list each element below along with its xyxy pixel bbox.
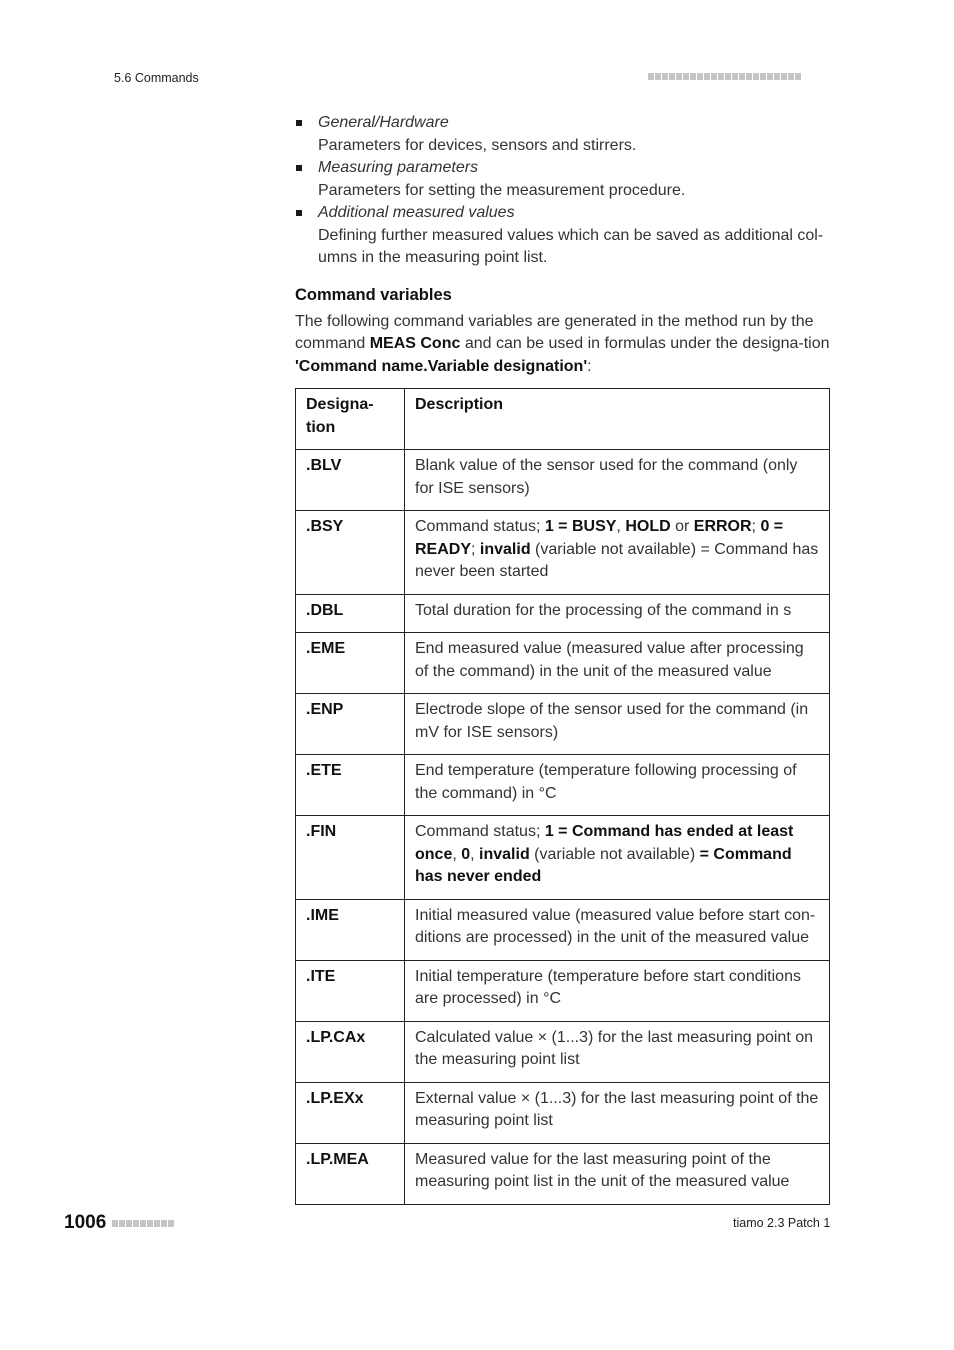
table-row xyxy=(296,1143,830,1204)
variable-description: Initial measured value (measured value before start con-ditions are processed) in the unit of the measured value xyxy=(405,899,830,960)
table-header-row xyxy=(296,389,830,450)
intro-paragraph xyxy=(295,311,830,379)
variable-name: .ETE xyxy=(296,755,405,816)
variable-name: .BLV xyxy=(296,450,405,511)
list-item-description: Parameters for devices, sensors and stirrers. xyxy=(318,136,637,154)
footer-product: tiamo 2.3 Patch 1 xyxy=(733,1216,831,1230)
table-row xyxy=(296,694,830,755)
variable-name: .ITE xyxy=(296,960,405,1021)
variable-name: .FIN xyxy=(296,816,405,900)
main-content xyxy=(295,112,830,1205)
variable-description: Electrode slope of the sensor used for the command (in mV for ISE sensors) xyxy=(405,694,830,755)
square-bullet-icon xyxy=(296,165,302,171)
footer-page xyxy=(64,1212,174,1234)
list-item xyxy=(295,202,830,270)
variable-description: External value × (1...3) for the last measuring point of the measuring point list xyxy=(405,1082,830,1143)
variable-description: End measured value (measured value after processing of the command) in the unit of the measured value xyxy=(405,633,830,694)
table-row xyxy=(296,511,830,595)
square-bullet-icon xyxy=(296,210,302,216)
variable-description: Blank value of the sensor used for the command (only for ISE sensors) xyxy=(405,450,830,511)
parameter-group-list xyxy=(295,112,830,270)
table-row xyxy=(296,633,830,694)
variable-description: Command status; 1 = BUSY, HOLD or ERROR; 0 = READY; invalid (variable not available) = Command has never been started xyxy=(405,511,830,595)
variable-description: Command status; 1 = Command has ended at least once, 0, invalid (variable not available) = Command has never ended xyxy=(405,816,830,900)
variable-name: .BSY xyxy=(296,511,405,595)
variable-description: Measured value for the last measuring point of the measuring point list in the unit of the measured value xyxy=(405,1143,830,1204)
table-row xyxy=(296,1021,830,1082)
variable-name: .LP.EXx xyxy=(296,1082,405,1143)
table-row xyxy=(296,960,830,1021)
section-heading: Command variables xyxy=(295,285,452,304)
intro-text: and can be used in formulas under the designa-tion xyxy=(460,335,830,352)
list-item-title: Additional measured values xyxy=(318,204,515,221)
square-bullet-icon xyxy=(296,120,302,126)
list-item xyxy=(295,157,830,202)
table-row xyxy=(296,450,830,511)
intro-text: The following command variables are generated in the method run by the command xyxy=(295,312,814,352)
variable-name: .DBL xyxy=(296,594,405,633)
variable-name: .ENP xyxy=(296,694,405,755)
command-name: MEAS Conc xyxy=(369,335,461,352)
variable-name: .EME xyxy=(296,633,405,694)
table-row xyxy=(296,1082,830,1143)
command-variables-table xyxy=(295,388,830,1205)
variable-description: Calculated value × (1...3) for the last measuring point on the measuring point list xyxy=(405,1021,830,1082)
variable-name: .LP.MEA xyxy=(296,1143,405,1204)
header-dot-bar xyxy=(648,73,801,80)
table-row xyxy=(296,594,830,633)
header-description: Description xyxy=(405,389,830,450)
page-number: 1006 xyxy=(64,1212,107,1233)
list-item-description: Parameters for setting the measurement procedure. xyxy=(318,181,686,199)
designation-format: 'Command name.Variable designation' xyxy=(295,357,588,375)
running-header-section: 5.6 Commands xyxy=(114,71,199,85)
list-item xyxy=(295,112,830,157)
list-item-title: General/Hardware xyxy=(318,114,449,131)
variable-name: .LP.CAx xyxy=(296,1021,405,1082)
list-item-title: Measuring parameters xyxy=(318,159,479,176)
header-decoration xyxy=(648,73,801,80)
table-row xyxy=(296,755,830,816)
variable-name: .IME xyxy=(296,899,405,960)
table-row xyxy=(296,816,830,900)
variable-description: Total duration for the processing of the command in s xyxy=(405,594,830,633)
header-designation: Designa-tion xyxy=(296,389,405,450)
table-row xyxy=(296,899,830,960)
intro-text: : xyxy=(587,357,592,375)
variable-description: End temperature (temperature following processing of the command) in °C xyxy=(405,755,830,816)
list-item-description: Defining further measured values which can be saved as additional col-umns in the measuring point list. xyxy=(318,226,824,266)
footer-dot-bar xyxy=(112,1220,174,1227)
variable-description: Initial temperature (temperature before start conditions are processed) in °C xyxy=(405,960,830,1021)
